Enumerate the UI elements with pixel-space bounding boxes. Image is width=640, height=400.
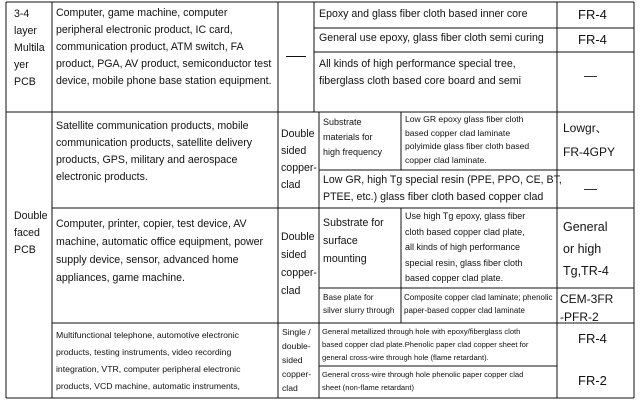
text-line: sided — [282, 355, 303, 365]
text-line: or high — [563, 242, 602, 256]
empty-cell-dash — [286, 56, 306, 57]
text-line: clad — [281, 179, 301, 191]
text-line: communication products, satellite delivery — [56, 137, 253, 149]
multilayer-material-1: Epoxy and glass fiber cloth based inner core — [319, 8, 528, 20]
text-line: CEM-3FR — [560, 292, 614, 306]
text-line: copper clad laminate. — [405, 154, 487, 165]
label-line: layer — [14, 25, 37, 37]
text-line: Computer, printer, copier, test device, AV — [56, 218, 247, 230]
text-line: PTEE, etc.) glass fiber cloth based copper clad — [323, 191, 544, 203]
text-line: FR-4GPY — [563, 145, 616, 159]
text-line: appliances, game machine. — [56, 272, 185, 284]
group2-row2-use — [323, 291, 394, 317]
text-line: General cross-wire through hole phenolic paper copper clad — [322, 370, 524, 379]
text-line: double- — [282, 341, 311, 351]
text-line: products, testing instruments, video recording — [56, 347, 232, 357]
text-line: general cross-wire through hole (flame retardant). — [322, 353, 489, 362]
text-line: sided — [281, 145, 307, 157]
text-line: Base plate for — [323, 293, 374, 302]
text-line: Single / — [282, 327, 311, 337]
text-line: materials for — [323, 132, 373, 142]
multilayer-grade-2: FR-4 — [578, 32, 607, 47]
text-line: Double — [281, 231, 315, 243]
text-line: special resin, glass fiber cloth — [405, 257, 523, 268]
text-line: sheet (non-flame retardant) — [322, 383, 415, 392]
group1-row2-grade: — — [584, 181, 597, 196]
group1-applications — [56, 118, 252, 186]
text-line: communication product, ATM switch, FA — [56, 41, 244, 53]
group3-applications — [56, 327, 240, 395]
text-line: Composite copper clad laminate; phenolic — [404, 293, 553, 302]
text-line: Low GR epoxy glass fiber cloth — [405, 114, 524, 124]
group2-grade — [563, 216, 609, 282]
text-line: based copper clad laminate — [405, 127, 511, 138]
text-line: based copper clad plate.Phenolic paper clad copper sheet for — [322, 340, 529, 349]
text-line: product, PGA, AV product, semiconductor test — [56, 58, 272, 70]
text-line: Low GR, high Tg special resin (PPE, PPO, CE, BT, — [323, 174, 562, 186]
group1-laminate-type — [281, 126, 317, 194]
label-line: faced — [14, 227, 40, 239]
text-line: paper-based copper clad laminate — [404, 306, 525, 315]
group1-grade — [563, 116, 615, 164]
text-line: device, mobile phone base station equipment. — [56, 75, 272, 87]
multilayer-pcb-label — [14, 6, 45, 91]
label-line: 3-4 — [14, 8, 30, 20]
text-line: high frequency — [323, 147, 383, 157]
text-line: Double — [281, 128, 315, 140]
text-line: supply device, sensor, advanced home — [56, 254, 239, 266]
text-line: -PFR-2 — [560, 310, 599, 324]
double-faced-pcb-label — [14, 208, 48, 259]
multilayer-material-2: General use epoxy, glass fiber cloth semi curing — [319, 32, 544, 44]
text-line: All kinds of high performance special tree, — [319, 58, 516, 70]
text-line: Multifunctional telephone, automotive electronic — [56, 330, 240, 340]
text-line: all kinds of high performance — [405, 242, 521, 252]
text-line: fiberglass cloth based core board and semi — [319, 75, 521, 87]
text-line: cloth based copper clad plate, — [405, 226, 525, 237]
text-line: copper- — [281, 162, 317, 174]
label-line: PCB — [14, 76, 36, 88]
text-line: electronic products. — [56, 171, 148, 183]
group1-row2-material — [323, 172, 562, 206]
text-line: peripheral electronic product, IC card, — [56, 24, 233, 36]
label-line: Multila — [14, 42, 45, 54]
group1-material — [405, 113, 529, 167]
text-line: integration, VTR, computer peripheral electronic — [56, 364, 241, 374]
label-line: PCB — [14, 244, 36, 256]
text-line: Substrate — [323, 117, 362, 127]
text-line: Use high Tg epoxy, glass fiber — [405, 211, 526, 221]
label-line: Double — [14, 210, 48, 222]
text-line: clad — [281, 285, 301, 297]
label-line: yer — [14, 59, 29, 71]
multilayer-grade-3: — — [584, 68, 597, 83]
text-line: clad — [282, 383, 298, 393]
text-line: surface — [323, 235, 358, 247]
group3-laminate-type — [282, 325, 311, 395]
text-line: products, GPS, military and aerospace — [56, 154, 238, 166]
group1-use — [323, 115, 382, 160]
group2-row2-grade — [560, 290, 613, 326]
group2-laminate-type — [281, 228, 317, 300]
group2-row2-material — [404, 291, 553, 317]
multilayer-grade-1: FR-4 — [578, 7, 607, 22]
group2-use — [323, 214, 384, 268]
text-line: machine, automatic office equipment, power — [56, 236, 264, 248]
group3-grade-a: FR-4 — [578, 331, 607, 346]
multilayer-applications — [56, 5, 272, 90]
text-line: copper- — [282, 369, 312, 379]
text-line: General — [563, 220, 608, 234]
text-line: General metallized through hole with epoxy/fiberglass cloth — [322, 327, 521, 336]
text-line: mounting — [323, 253, 367, 265]
text-line: Computer, game machine, computer — [56, 7, 228, 19]
text-line: products, VCD machine, automatic instruments, — [56, 381, 240, 391]
text-line: Tg,TR-4 — [563, 264, 609, 278]
text-line: Lowgr、 — [563, 121, 608, 135]
group2-applications — [56, 215, 263, 287]
text-line: silver slurry through — [323, 306, 395, 315]
text-line: polyimide glass fiber cloth based — [405, 141, 530, 151]
text-line: sided — [281, 249, 307, 261]
text-line: copper- — [281, 267, 317, 279]
group3-material — [322, 325, 528, 394]
text-line: Satellite communication products, mobile — [56, 120, 249, 132]
group3-grade-b: FR-2 — [578, 373, 607, 388]
text-line: based copper clad plate. — [405, 273, 504, 283]
text-line: Substrate for — [323, 217, 384, 229]
multilayer-material-3 — [319, 56, 521, 90]
group2-material — [405, 209, 525, 287]
